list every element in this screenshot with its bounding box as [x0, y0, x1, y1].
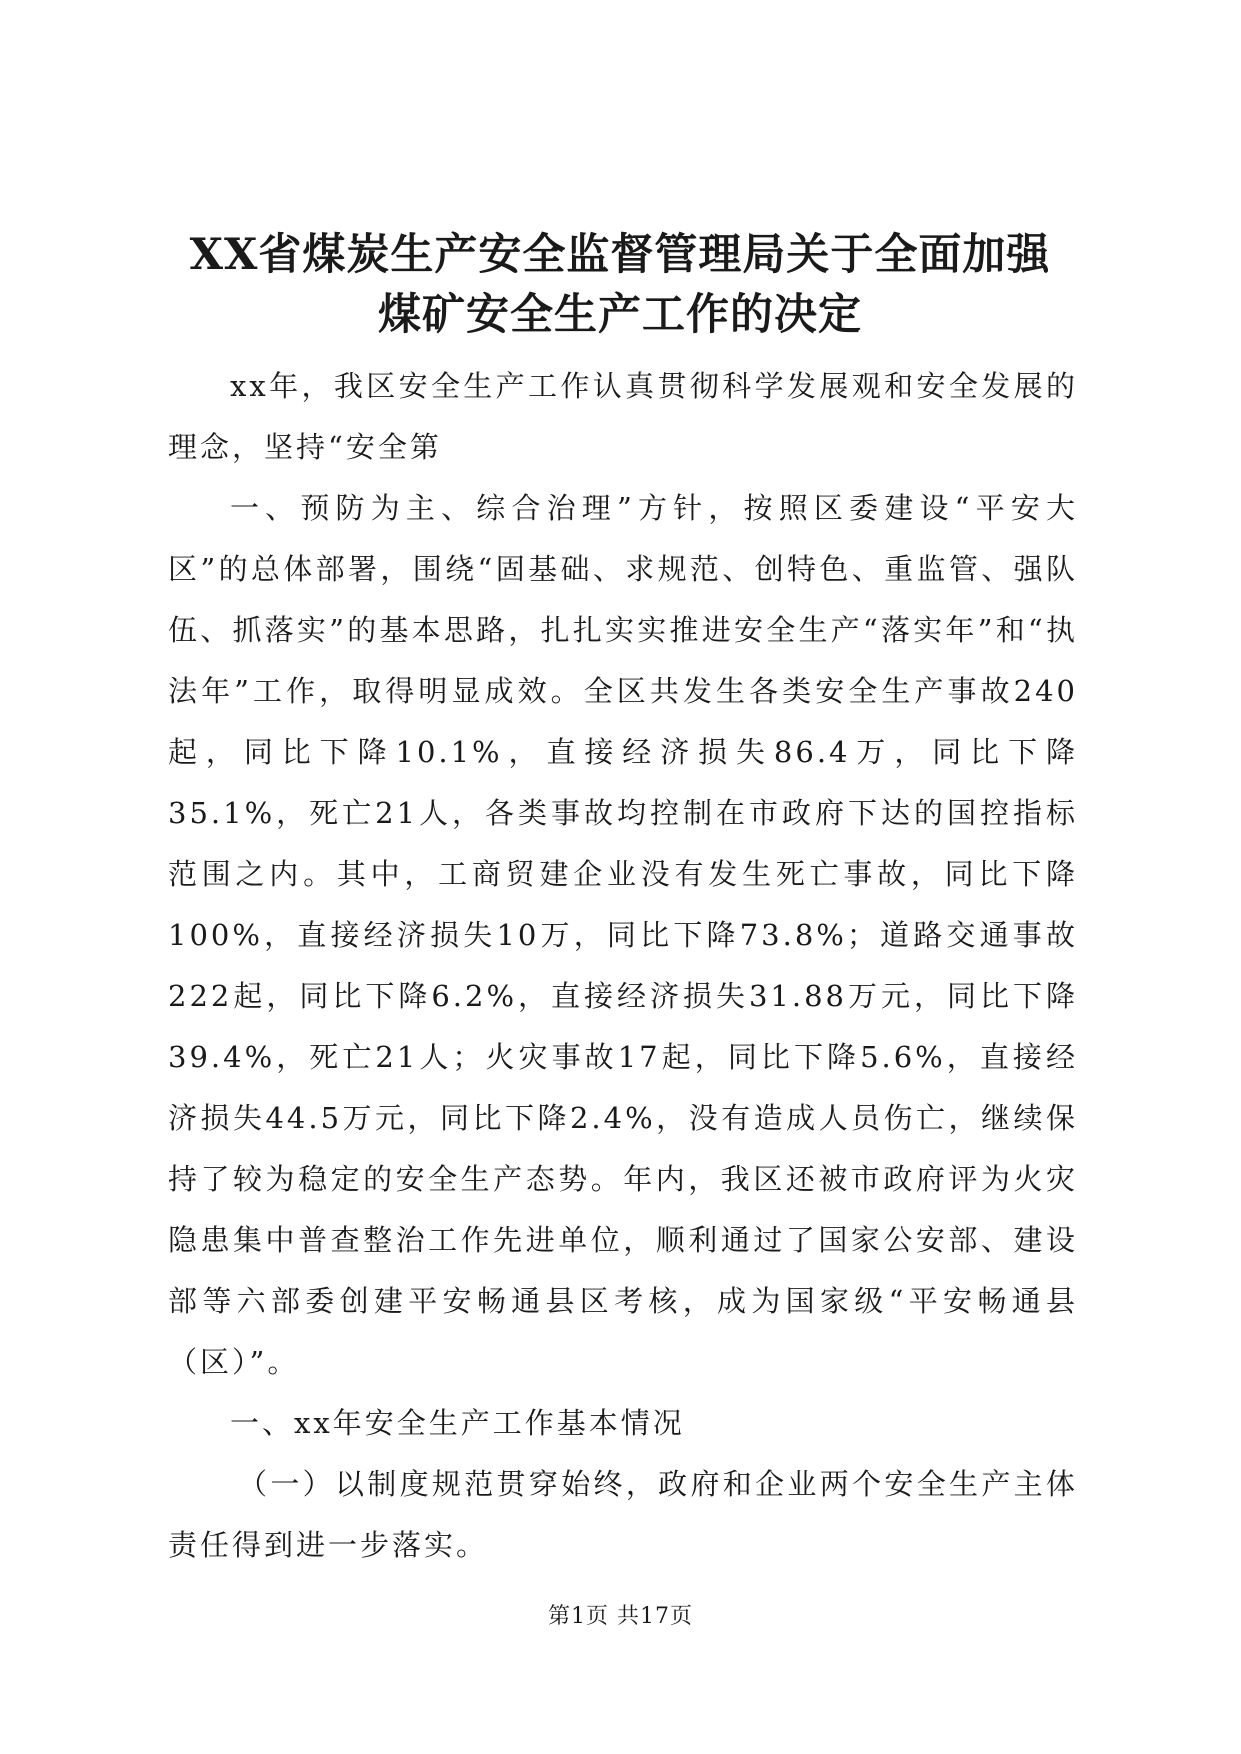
title-line-2: 煤矿安全生产工作的决定: [378, 290, 862, 340]
document-title: [120, 225, 1120, 345]
paragraph-intro: xx年，我区安全生产工作认真贯彻科学发展观和安全发展的理念，坚持“安全第: [168, 369, 1078, 464]
subsection-heading: （一）以制度规范贯穿始终，政府和企业两个安全生产主体责任得到进一步落实。: [168, 1467, 1078, 1562]
title-line-1: XX省煤炭生产安全监督管理局关于全面加强: [189, 230, 1051, 280]
page-footer: 第1页 共17页: [548, 1604, 693, 1629]
section-heading: 一、xx年安全生产工作基本情况: [230, 1406, 685, 1440]
document-body: [168, 356, 1078, 1576]
paragraph-summary: 一、预防为主、综合治理”方针，按照区委建设“平安大区”的总体部署，围绕“固基础、求规范、创特色、重监管、强队伍、抓落实”的基本思路，扎扎实实推进安全生产“落实年”和“执法年”工作，取得明显成效。全区共发生各类安全生产事故240起，同比下降10.1%，直接经济损失86.4万，同比下降35.1%，死亡21人，各类事故均控制在市政府下达的国控指标范围之内。其中，工商贸建企业没有发生死亡事故，同比下降100%，直接经济损失10万，同比下降73.8%；道路交通事故222起，同比下降6.2%，直接经济损失31.88万元，同比下降39.4%，死亡21人；火灾事故17起，同比下降5.6%，直接经济损失44.5万元，同比下降2.4%，没有造成人员伤亡，继续保持了较为稳定的安全生产态势。年内，我区还被市政府评为火灾隐患集中普查整治工作先进单位，顺利通过了国家公安部、建设部等六部委创建平安畅通县区考核，成为国家级“平安畅通县（区）”。: [168, 491, 1078, 1379]
